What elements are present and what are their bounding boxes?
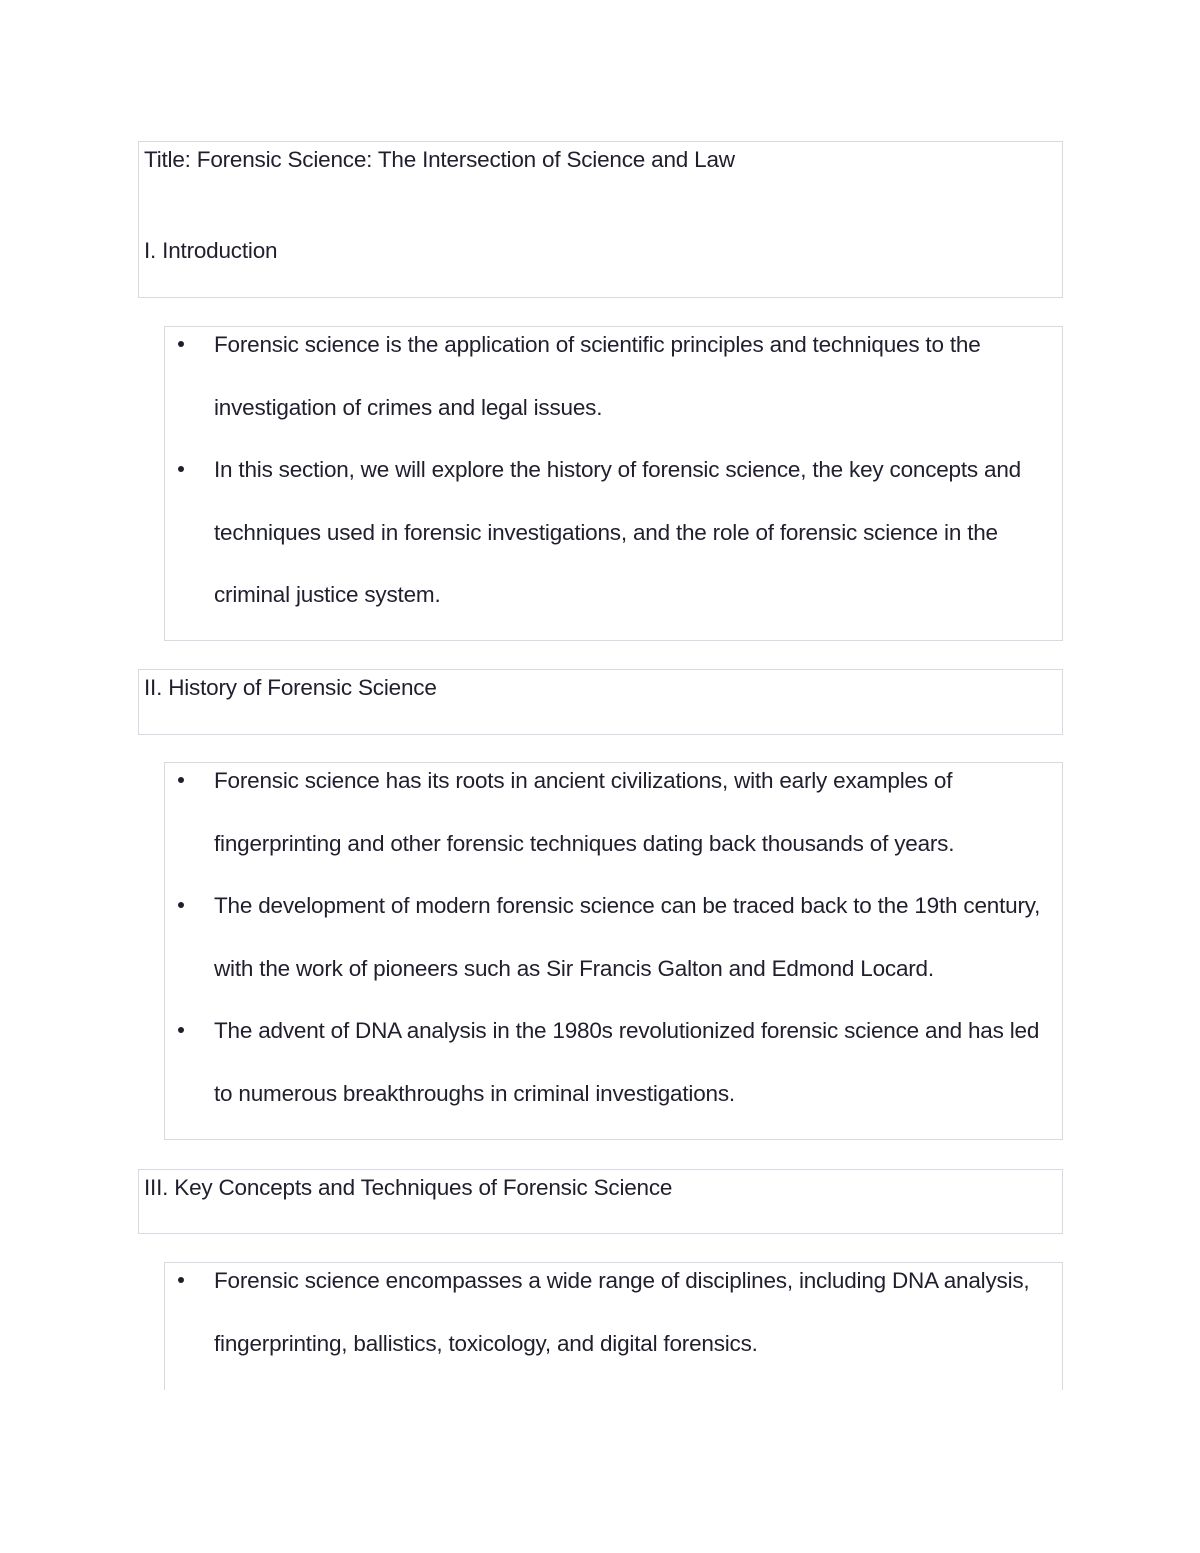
section-heading-history: II. History of Forensic Science: [144, 675, 437, 700]
list-item-text: The advent of DNA analysis in the 1980s revolutionized forensic science and has led to numerous breakthroughs in criminal investigations.: [214, 1018, 1040, 1106]
list-item-text: Forensic science has its roots in ancient civilizations, with early examples of fingerprinting and other forensic techniques dating back thousands of years.: [214, 768, 955, 856]
history-bullet-list: [165, 750, 1062, 1125]
bullet-icon: [178, 466, 184, 472]
list-item-text: Forensic science encompasses a wide range of disciplines, including DNA analysis, fingerprinting, ballistics, toxicology, and digital forensics.: [214, 1268, 1030, 1356]
title-block: [138, 141, 1063, 298]
list-item: [165, 314, 1062, 439]
key-concepts-list-block: [164, 1262, 1063, 1390]
list-item: [165, 1262, 1062, 1375]
list-item: [165, 1000, 1062, 1125]
bullet-icon: [178, 341, 184, 347]
history-heading-block: [138, 669, 1063, 735]
list-item: [165, 750, 1062, 875]
key-concepts-heading-block: [138, 1169, 1063, 1234]
history-list-block: [164, 762, 1063, 1140]
list-item-text: Forensic science is the application of scientific principles and techniques to the investigation of crimes and legal issues.: [214, 332, 981, 420]
key-concepts-bullet-list: [165, 1262, 1062, 1375]
introduction-list-block: [164, 326, 1063, 641]
list-item: [165, 439, 1062, 627]
introduction-bullet-list: [165, 314, 1062, 627]
bullet-icon: [178, 777, 184, 783]
list-item-text: In this section, we will explore the history of forensic science, the key concepts and techniques used in forensic investigations, and the role of forensic science in the criminal justice system.: [214, 457, 1021, 607]
bullet-icon: [178, 1277, 184, 1283]
bullet-icon: [178, 902, 184, 908]
section-heading-key-concepts: III. Key Concepts and Techniques of Forensic Science: [144, 1175, 673, 1200]
list-item-text: The development of modern forensic science can be traced back to the 19th century, with the work of pioneers such as Sir Francis Galton and Edmond Locard.: [214, 893, 1041, 981]
bullet-icon: [178, 1027, 184, 1033]
section-heading-introduction: I. Introduction: [144, 238, 278, 263]
document-title: Title: Forensic Science: The Intersection of Science and Law: [144, 147, 735, 172]
list-item: [165, 875, 1062, 1000]
